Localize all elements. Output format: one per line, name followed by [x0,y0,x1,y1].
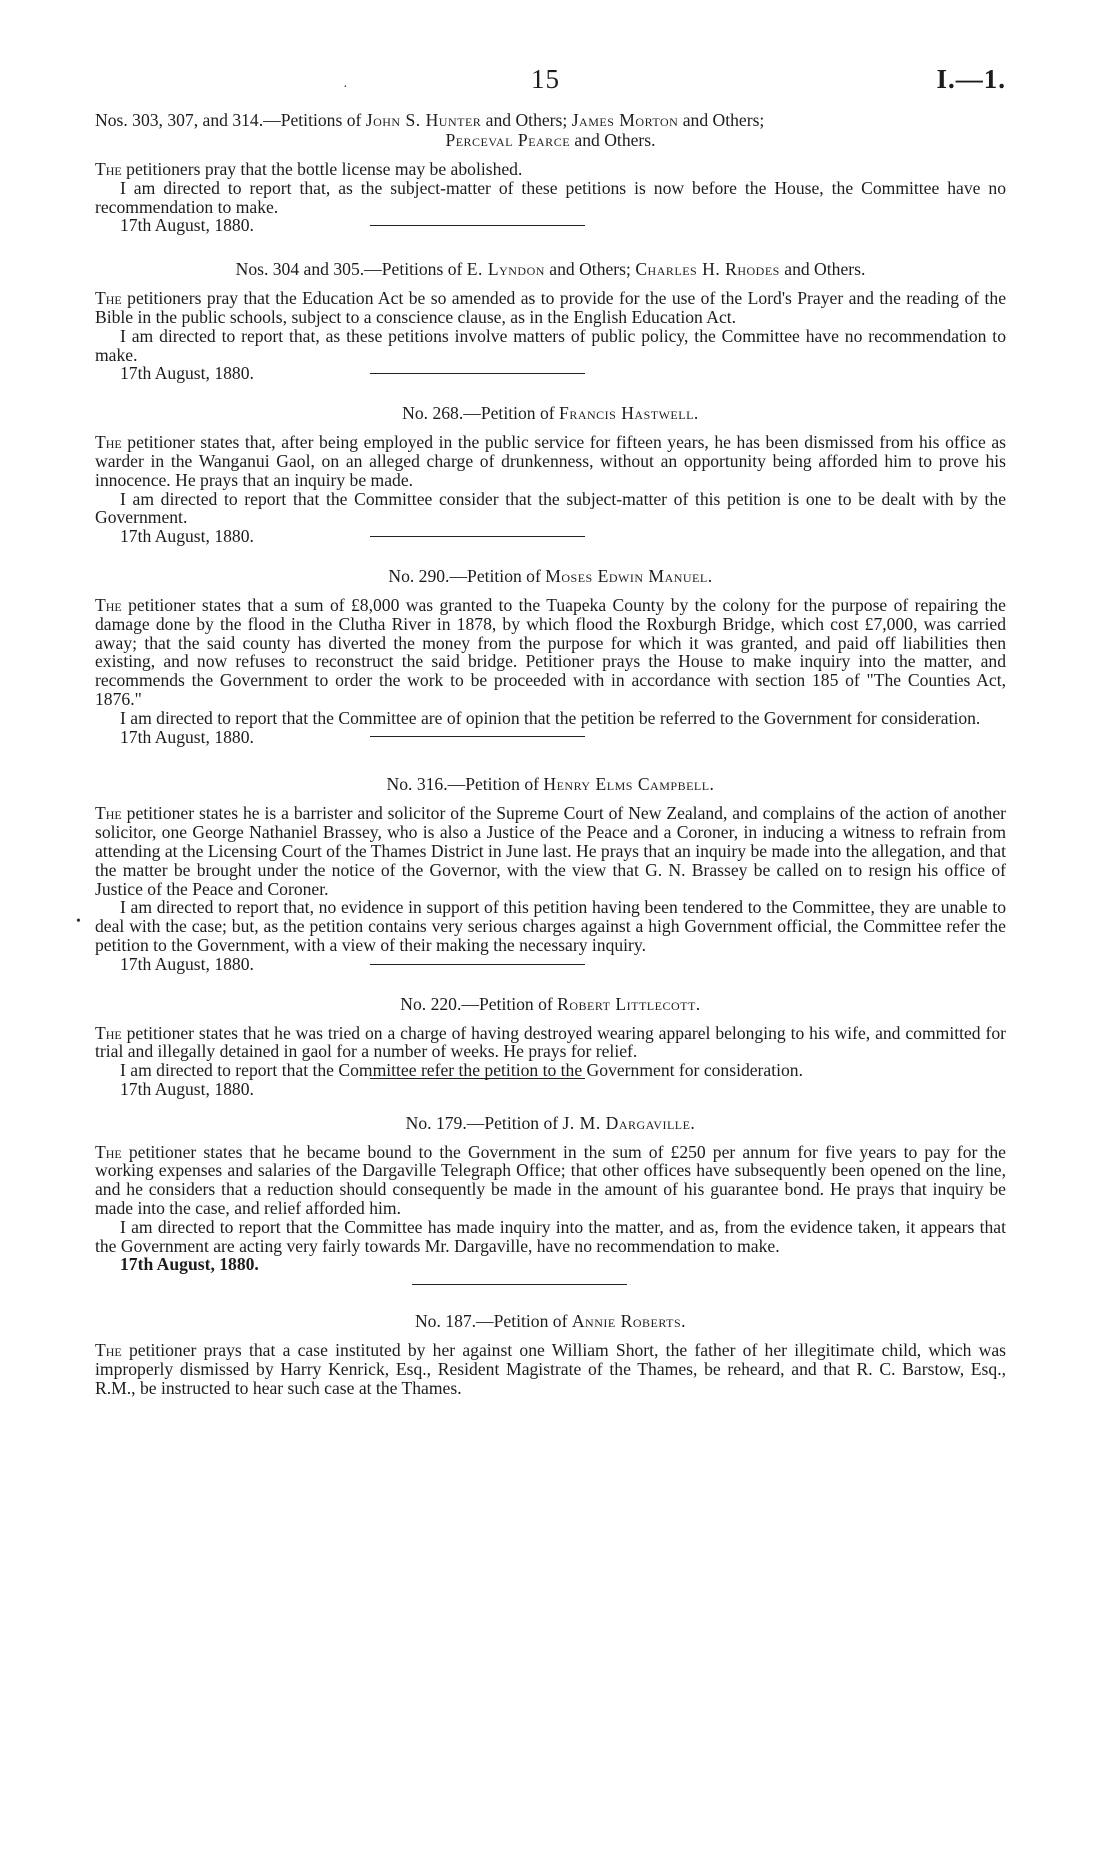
statement-lead: The [95,1141,122,1162]
petition-statement [95,1024,1006,1062]
heading-line-2 [95,130,1006,150]
petitioner-name: Robert Littlecott. [557,993,701,1014]
report-date: 17th August, 1880. [120,953,254,974]
statement-lead: The [95,432,122,453]
committee-report: I am directed to report that the Committee are of opinion that the petition be referred to the Government for consideration. [120,707,981,728]
petitioner-name: John S. Hunter [365,110,482,130]
heading-text: and Others. [779,259,866,280]
petition-statement [95,1143,1006,1218]
stray-mark: · [343,80,348,95]
statement-lead: The [95,803,122,824]
report-date-row [120,1255,1006,1274]
heading-text: No. 187.—Petition of [414,1311,572,1332]
statement-text: petitioner states that he became bound to the Government in the sum of £250 per annum for five years to pay for the working expenses and salaries of the Dargaville Telegraph Office; that other offices have subsequently been opened on the line, and he considers that a reduction should consequently be made in the amount of his guarantee bond. He prays that inquiry be made into the case, and relief afforded him. [95,1141,1006,1219]
committee-report: I am directed to report that the Committee has made inquiry into the matter, and as, from the evidence taken, it appears that the Government are acting very fairly towards Mr. Dargaville, have no recommendation to make. [95,1216,1006,1256]
report-date: 17th August, 1880. [120,526,254,547]
report-date-row [120,1080,1006,1099]
statement-lead: The [95,1340,122,1361]
page-header [95,64,1006,104]
petitioner-name: J. M. Dargaville. [562,1112,696,1133]
report-date: 17th August, 1880. [120,215,254,236]
petition-statement [95,596,1006,709]
statement-text: petitioners pray that the bottle license may be abolished. [121,159,523,179]
petitioner-name: Francis Hastwell. [559,403,699,424]
petition-heading [95,110,1006,150]
statement-text: petitioners pray that the Education Act be so amended as to provide for the use of the Lord's Prayer and the reading of the Bible in the public schools, subject to a conscience clause, as in the English Education Act. [95,288,1006,327]
statement-lead: The [95,594,122,615]
report-date-row [120,216,1006,235]
petition-statement [95,433,1006,489]
petition-heading [95,1311,1006,1331]
heading-text: Nos. 303, 307, and 314.—Petitions of [95,110,366,130]
petitioner-name: E. Lyndon [466,259,545,280]
petition-entry [95,774,1006,973]
statement-lead: The [95,159,122,179]
petition-entry [95,403,1006,546]
petition-heading [95,774,1006,794]
heading-text: No. 179.—Petition of [405,1112,563,1133]
report-date: 17th August, 1880. [120,1254,259,1275]
heading-text: No. 316.—Petition of [386,774,544,795]
statement-text: petitioner states he is a barrister and solicitor of the Supreme Court of New Zealand, and complains of the action of another solicitor, one George Nathaniel Brassey, who is also a Justice of the Peace and a Coroner, in inducing a witness to refrain from attending at the Licensing Court of the Thames District in June last. He prays that an inquiry be made into the allegation, and that the matter be brought under the notice of the Governor, with the view that G. N. Brassey be called on to resign his office of Justice of the Peace and Coroner. [95,803,1006,899]
committee-report: I am directed to report that the Committee refer the petition to the Government for consideration. [120,1060,803,1081]
section-divider [370,964,585,965]
section-divider [370,1078,585,1079]
committee-report: I am directed to report that, no evidence in support of this petition having been tendered to the Committee, they are unable to deal with the case; but, as the petition contains very serious charges against a high Government official, the Committee refer the petition to the Government, with a view of their making the necessary inquiry. [95,897,1006,955]
petition-entry [95,566,1006,746]
heading-text: No. 290.—Petition of [388,565,546,586]
petition-entry [95,259,1006,383]
petitioner-name: Annie Roberts. [571,1311,687,1332]
report-date-row [120,364,1006,383]
petition-entry [95,1311,1006,1397]
petition-heading [95,259,1006,279]
section-divider [370,225,585,226]
statement-text: petitioner prays that a case instituted by her against one William Short, the father of her illegitimate child, which was improperly dismissed by Harry Kenrick, Esq., Resident Magistrate of the Thames, be reheard, and that R. C. Barstow, Esq., R.M., be instructed to hear such case at the Thames. [95,1340,1006,1398]
petition-heading [95,566,1006,586]
petitioner-name: Henry Elms Campbell. [543,774,715,795]
petition-entry [95,994,1006,1099]
report-date: 17th August, 1880. [120,726,254,747]
statement-text: petitioner states that, after being employed in the public service for fifteen years, he has been dismissed from his office as warder in the Wanganui Gaol, on an alleged charge of drunkenness, without an opportunity being afforded him to prove his innocence. He prays that an inquiry be made. [95,432,1006,490]
heading-text: and Others; [481,110,572,130]
petition-statement [95,289,1006,327]
report-date-row [120,527,1006,546]
page-reference: I.—1. [936,64,1006,94]
report-date-row [120,955,1006,974]
petition-statement [95,160,1006,179]
heading-text: and Others; [544,259,636,280]
page-number: 15 [531,64,560,94]
statement-lead: The [95,1022,122,1043]
committee-report: I am directed to report that, as the subject-matter of these petitions is now before the House, the Committee have no recommendation to make. [95,177,1006,217]
section-divider [370,736,585,737]
petition-heading [95,994,1006,1014]
heading-text: and Others; [678,110,765,130]
heading-text: No. 220.—Petition of [400,993,558,1014]
heading-text: and Others. [570,130,656,150]
petition-statement [95,1341,1006,1397]
petitioner-name: Charles H. Rhodes [635,259,780,280]
statement-text: petitioner states that a sum of £8,000 was granted to the Tuapeka County by the colony for the purpose of repairing the damage done by the flood in the Clutha River in 1878, by which flood the Roxburgh Bridge, which cost £7,000, was carried away; that the said county has diverted the money from the purpose for which it was granted, and paid off liabilities then existing, and now refuses to reconstruct the said bridge. Petitioner prays the House to make inquiry into the matter, and recommends the Government to order the work to be proceeded with in accordance with section 185 of "The Counties Act, 1876." [95,594,1006,709]
petitioner-name: Moses Edwin Manuel. [545,565,713,586]
section-divider [370,373,585,374]
statement-text: petitioner states that he was tried on a charge of having destroyed wearing apparel belonging to his wife, and committed for trial and illegally detained in gaol for a number of weeks. He prays for relief. [95,1022,1006,1062]
report-date: 17th August, 1880. [120,363,254,384]
petition-heading [95,403,1006,423]
petition-entry [95,1113,1006,1286]
committee-report: I am directed to report that, as these petitions involve matters of public policy, the Committee have no recommendation to make. [95,325,1006,365]
heading-text: Nos. 304 and 305.—Petitions of [235,259,467,280]
stray-mark: • [76,914,81,929]
report-date: 17th August, 1880. [120,1078,254,1099]
petition-entry [95,110,1006,235]
petition-statement [95,804,1006,898]
report-date-row [120,728,1006,747]
petitioner-name: James Morton [571,110,679,130]
petitioner-name: Perceval Pearce [445,130,571,150]
heading-text: No. 268.—Petition of [402,403,560,424]
section-divider [370,536,585,537]
statement-lead: The [95,288,122,309]
petition-heading [95,1113,1006,1133]
committee-report: I am directed to report that the Committee consider that the subject-matter of this petition is one to be dealt with by the Government. [95,488,1006,528]
